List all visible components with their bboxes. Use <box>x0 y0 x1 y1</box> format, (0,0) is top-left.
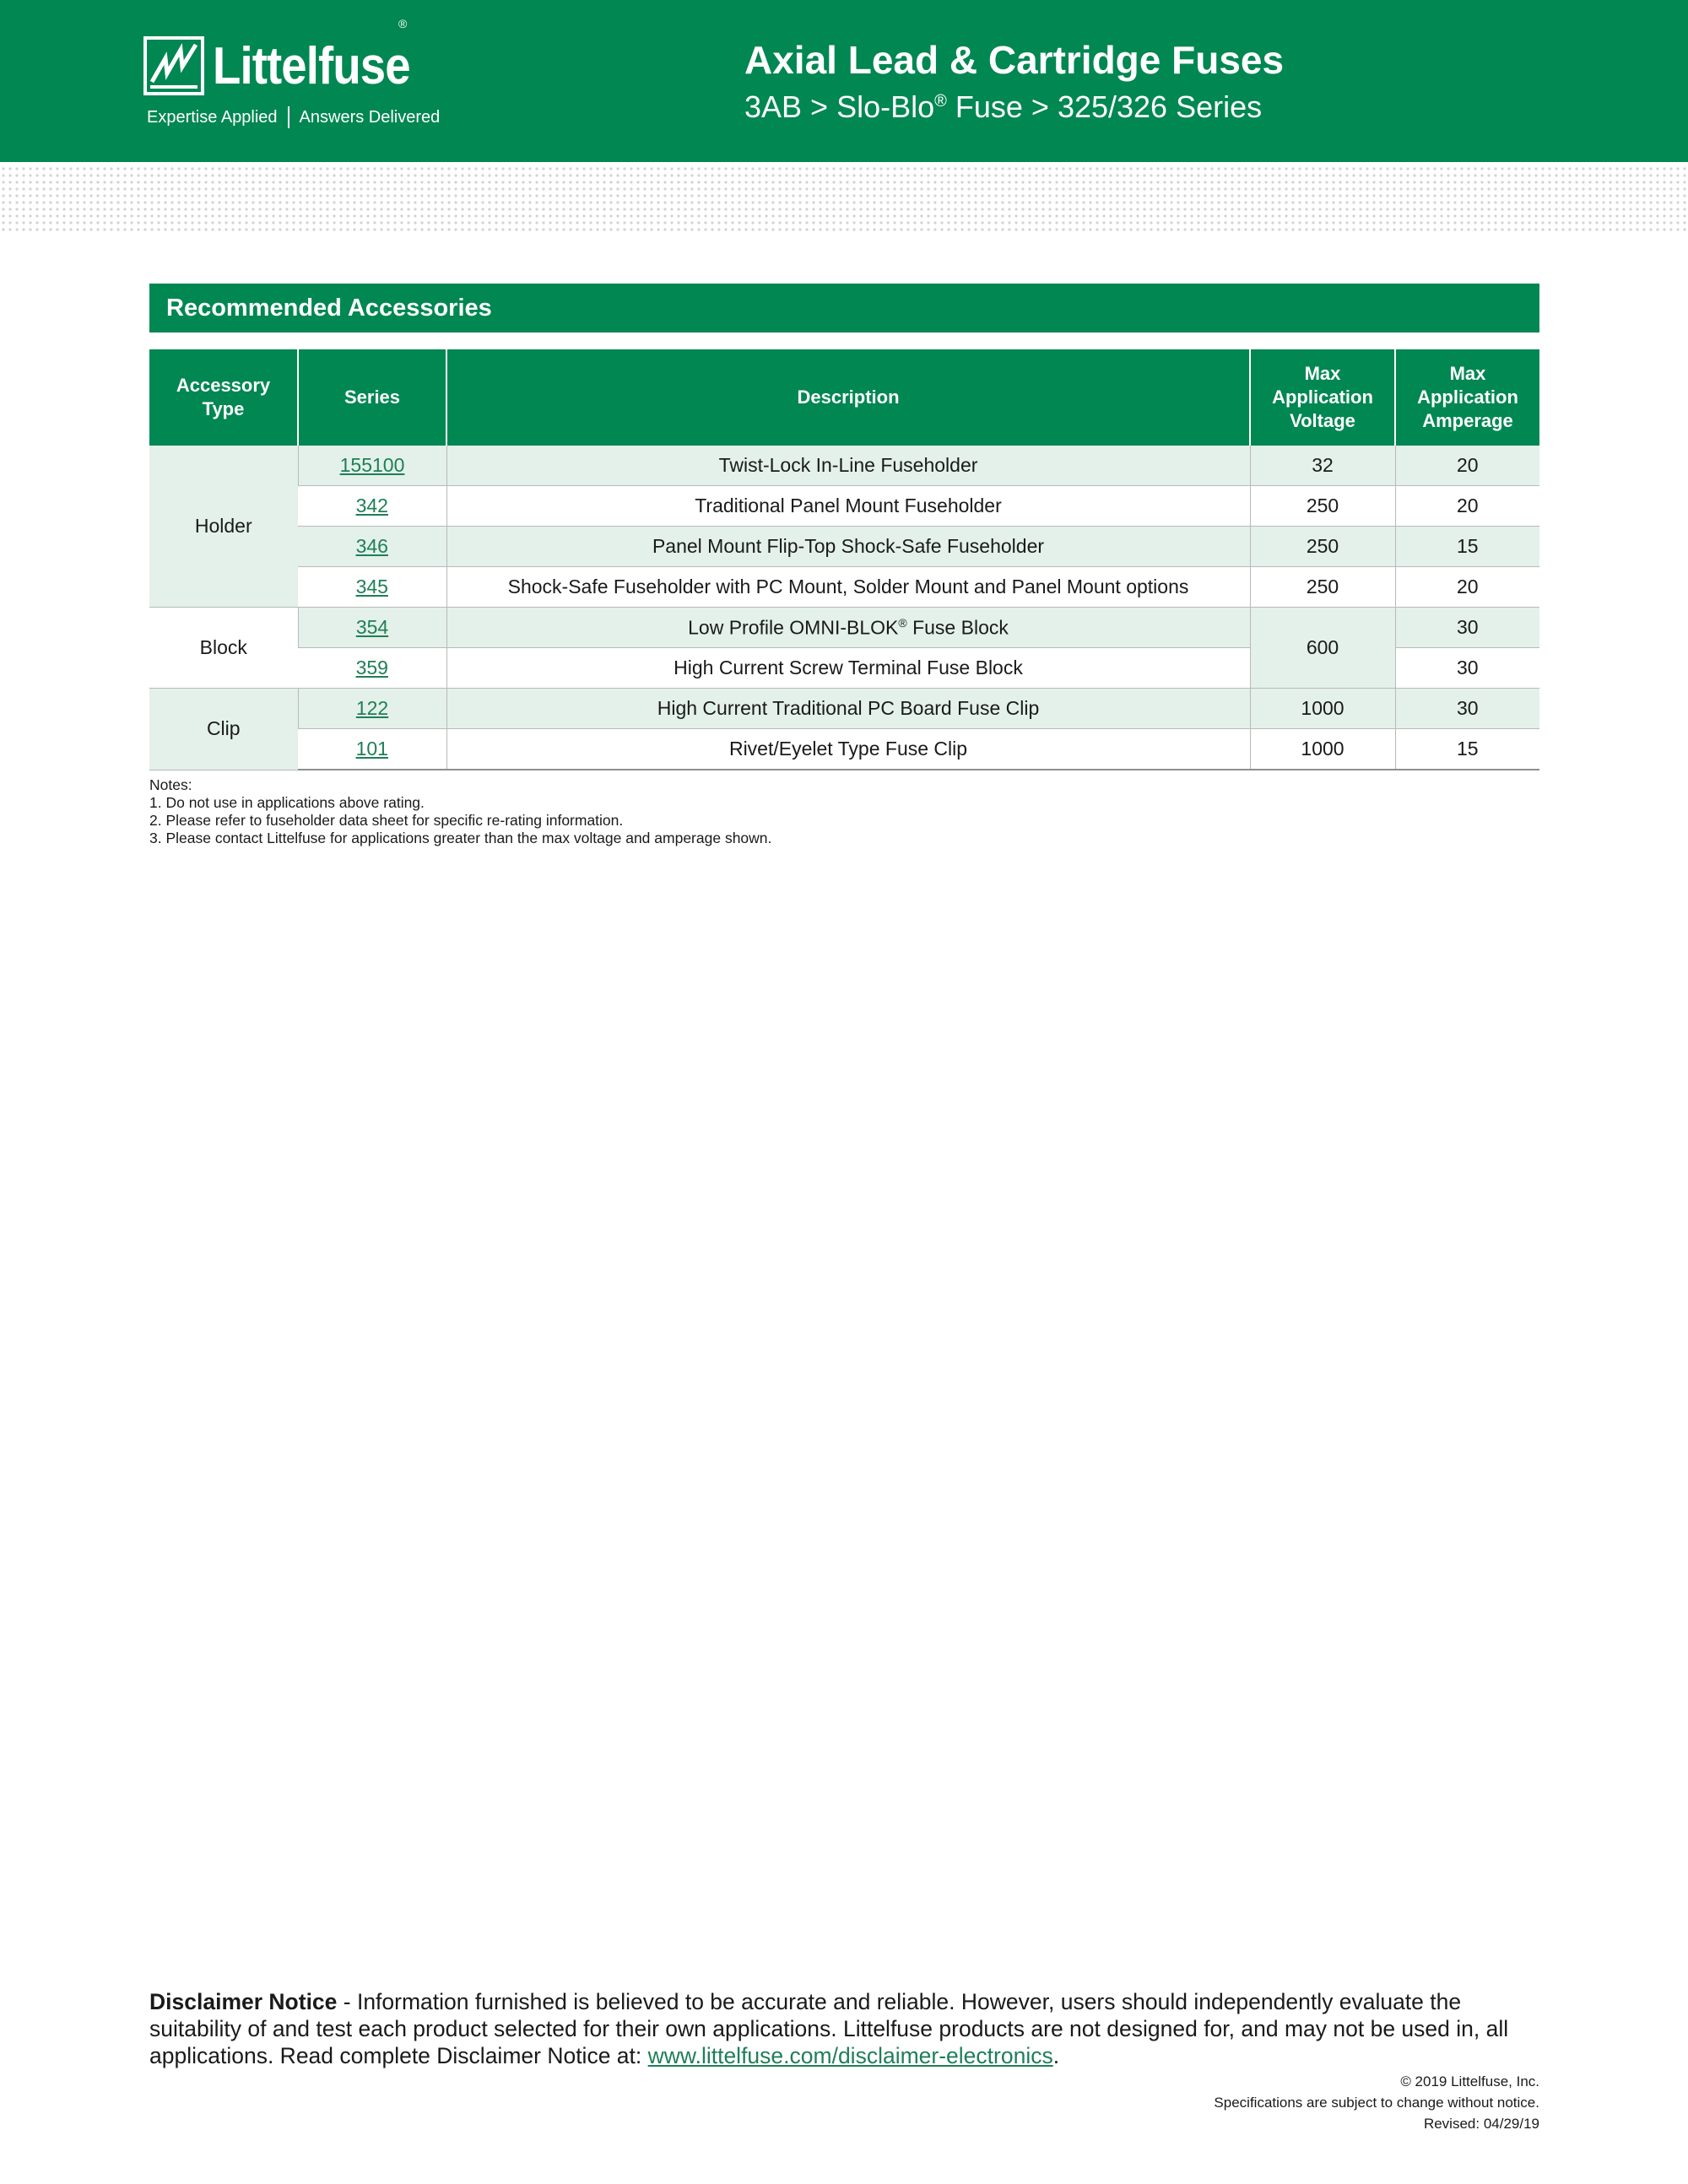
description-cell: Twist-Lock In-Line Fuseholder <box>446 446 1250 486</box>
tagline-right: Answers Delivered <box>299 107 441 127</box>
amperage-cell: 30 <box>1395 608 1539 648</box>
accessories-table <box>149 349 1539 770</box>
brand-tagline <box>147 106 440 128</box>
logo-wordmark: Littelfuse <box>213 36 410 95</box>
disclaimer-label: Disclaimer Notice <box>149 1989 338 2014</box>
series-cell <box>298 648 446 689</box>
revised-date: Revised: 04/29/19 <box>1423 2116 1539 2132</box>
amperage-cell: 15 <box>1395 527 1539 567</box>
amperage-cell: 20 <box>1395 567 1539 608</box>
series-link[interactable]: 122 <box>355 697 389 719</box>
page-footer <box>1214 2071 1539 2134</box>
note-item: 1. Do not use in applications above rating. <box>149 794 425 811</box>
tagline-left: Expertise Applied <box>147 107 278 127</box>
description-cell: Traditional Panel Mount Fuseholder <box>446 486 1250 527</box>
series-link[interactable]: 354 <box>355 616 389 638</box>
dotted-pattern-band <box>0 165 1688 231</box>
disclaimer-text: - Information furnished is believed to be accurate and reliable. However, users should independently evaluate the suitability of and test each product selected for their own applications. Littelfuse products are not designed for, and may not be used in, all applications. Read complete Disclaimer Notice at: <box>149 1989 1509 2068</box>
description-cell: Rivet/Eyelet Type Fuse Clip <box>446 729 1250 770</box>
note-item: 2. Please refer to fuseholder data sheet for specific re-rating information. <box>149 812 624 829</box>
series-cell <box>298 486 446 527</box>
disclaimer-link[interactable]: www.littelfuse.com/disclaimer-electronics <box>647 2043 1053 2068</box>
accessory-type-holder: Holder <box>149 446 298 608</box>
table-row <box>149 608 1539 648</box>
description-cell: Panel Mount Flip-Top Shock-Safe Fuseholder <box>446 527 1250 567</box>
page-header <box>0 0 1688 162</box>
amperage-cell: 20 <box>1395 486 1539 527</box>
amperage-cell: 30 <box>1395 689 1539 729</box>
disclaimer-notice <box>149 1988 1550 2069</box>
voltage-cell: 32 <box>1250 446 1395 486</box>
voltage-cell: 1000 <box>1250 689 1395 729</box>
page-subtitle <box>744 89 1262 125</box>
voltage-cell: 250 <box>1250 527 1395 567</box>
table-row <box>149 567 1539 608</box>
header-series: Series <box>298 349 446 446</box>
table-row <box>149 689 1539 729</box>
series-link[interactable]: 345 <box>355 576 388 597</box>
series-cell <box>298 689 446 729</box>
series-cell <box>298 729 446 770</box>
voltage-cell: 250 <box>1250 567 1395 608</box>
amperage-cell: 30 <box>1395 648 1539 689</box>
series-link[interactable]: 346 <box>355 535 388 557</box>
subtitle-post: Fuse > 325/326 Series <box>946 89 1263 124</box>
description-cell: High Current Screw Terminal Fuse Block <box>446 648 1250 689</box>
series-link[interactable]: 342 <box>355 495 388 516</box>
series-link[interactable]: 155100 <box>339 454 405 476</box>
accessory-type-block: Block <box>149 608 298 689</box>
subtitle-pre: 3AB > Slo-Blo <box>744 89 935 124</box>
table-row <box>149 486 1539 527</box>
copyright: © 2019 Littelfuse, Inc. <box>1400 2073 1539 2089</box>
notes-heading: Notes: <box>149 776 192 793</box>
spec-notice: Specifications are subject to change without notice. <box>1214 2095 1539 2111</box>
amperage-cell: 15 <box>1395 729 1539 770</box>
series-link[interactable]: 101 <box>355 738 388 760</box>
series-cell <box>298 446 446 486</box>
disclaimer-end: . <box>1052 2043 1060 2068</box>
table-notes <box>149 776 771 847</box>
subtitle-registered-mark: ® <box>934 92 947 111</box>
description-cell: High Current Traditional PC Board Fuse Clip <box>446 689 1250 729</box>
page-title: Axial Lead & Cartridge Fuses <box>744 38 1285 82</box>
series-cell <box>298 567 446 608</box>
table-row <box>149 527 1539 567</box>
littelfuse-logo-icon <box>143 36 204 95</box>
note-item: 3. Please contact Littelfuse for applications greater than the max voltage and amperage shown. <box>149 830 772 846</box>
header-accessory-type: Accessory Type <box>149 349 298 446</box>
header-description: Description <box>446 349 1250 446</box>
table-row <box>149 446 1539 486</box>
header-max-voltage: Max Application Voltage <box>1250 349 1395 446</box>
series-cell <box>298 608 446 648</box>
description-cell: Low Profile OMNI-BLOK® Fuse Block <box>446 608 1250 648</box>
brand-logo <box>143 35 437 96</box>
voltage-cell: 1000 <box>1250 729 1395 770</box>
series-link[interactable]: 359 <box>355 657 388 678</box>
description-cell: Shock-Safe Fuseholder with PC Mount, Solder Mount and Panel Mount options <box>446 567 1250 608</box>
amperage-cell: 20 <box>1395 446 1539 486</box>
header-max-amperage: Max Application Amperage <box>1395 349 1539 446</box>
voltage-cell: 250 <box>1250 486 1395 527</box>
voltage-cell: 600 <box>1250 608 1395 689</box>
accessory-type-clip: Clip <box>149 689 298 770</box>
logo-registered-mark: ® <box>398 17 408 30</box>
table-header-row <box>149 349 1539 446</box>
tagline-divider <box>288 106 289 128</box>
series-cell <box>298 527 446 567</box>
section-title-bar <box>149 284 1539 332</box>
section-title: Recommended Accessories <box>166 294 492 322</box>
table-row <box>149 729 1539 770</box>
